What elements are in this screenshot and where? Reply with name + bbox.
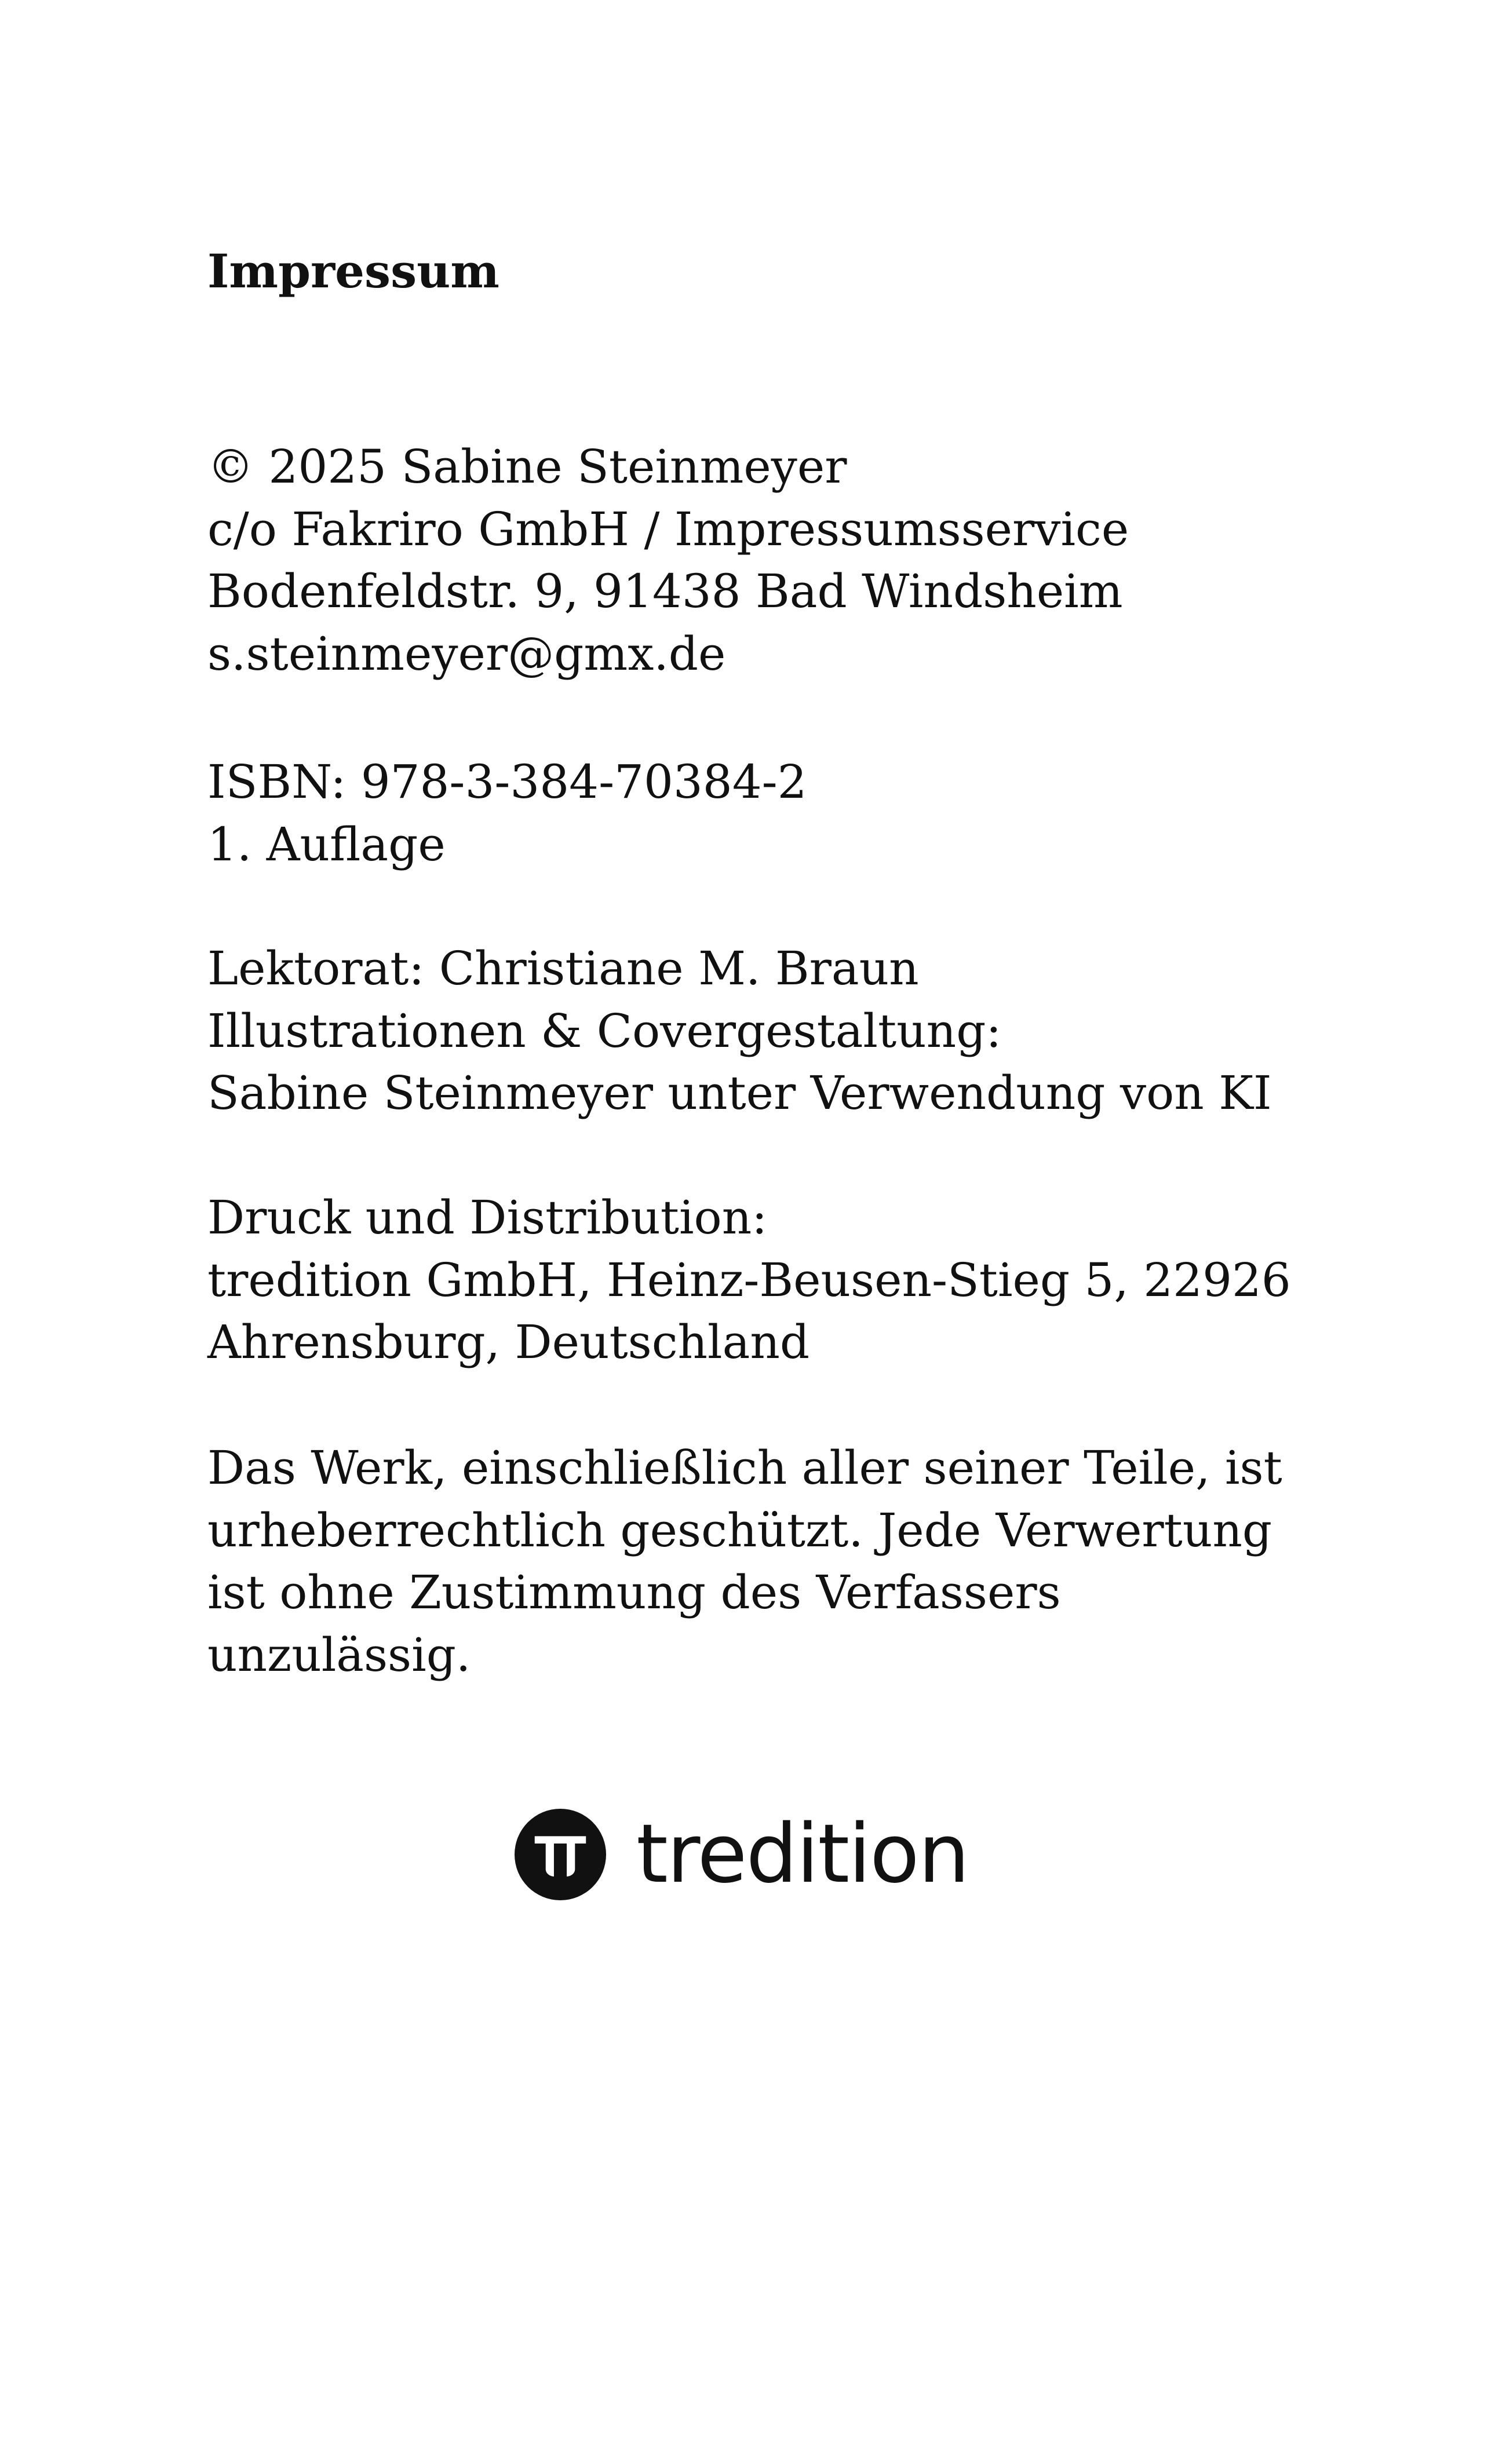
page-title: Impressum bbox=[207, 244, 499, 298]
illustration-credit-line: Sabine Steinmeyer unter Verwendung von KI bbox=[207, 1066, 1272, 1120]
rights-line: unzulässig. bbox=[207, 1627, 471, 1682]
printer-city-line: Ahrensburg, Deutschland bbox=[207, 1315, 810, 1369]
printer-address-line: tredition GmbH, Heinz-Beusen-Stieg 5, 22926 bbox=[207, 1253, 1291, 1307]
address-street-line: Bodenfeldstr. 9, 91438 Bad Windsheim bbox=[207, 564, 1123, 618]
rights-line: ist ohne Zustimmung des Verfassers bbox=[207, 1565, 1061, 1619]
rights-line: Das Werk, einschließlich aller seiner Teile, ist bbox=[207, 1441, 1282, 1495]
address-care-of-line: c/o Fakriro GmbH / Impressumsservice bbox=[207, 502, 1129, 556]
print-distribution-block bbox=[207, 1187, 1366, 1374]
credits-block bbox=[207, 937, 1366, 1125]
publisher-logo-wordmark: tredition bbox=[636, 1807, 969, 1901]
rights-notice-block bbox=[207, 1437, 1366, 1686]
print-label-line: Druck und Distribution: bbox=[207, 1191, 768, 1244]
copyright-line: © 2025 Sabine Steinmeyer bbox=[207, 440, 847, 494]
copyright-block bbox=[207, 436, 1366, 685]
edition-line: 1. Auflage bbox=[207, 817, 446, 871]
publisher-logo bbox=[515, 1805, 968, 1904]
email-line: s.steinmeyer@gmx.de bbox=[207, 626, 726, 681]
illustration-label-line: Illustrationen & Covergestaltung: bbox=[207, 1003, 1002, 1058]
editor-line: Lektorat: Christiane M. Braun bbox=[207, 941, 919, 995]
tredition-logo-icon bbox=[515, 1809, 606, 1900]
isbn-block bbox=[207, 751, 1366, 875]
isbn-line: ISBN: 978-3-384-70384-2 bbox=[207, 755, 807, 809]
rights-line: urheberrechtlich geschützt. Jede Verwertung bbox=[207, 1503, 1272, 1557]
